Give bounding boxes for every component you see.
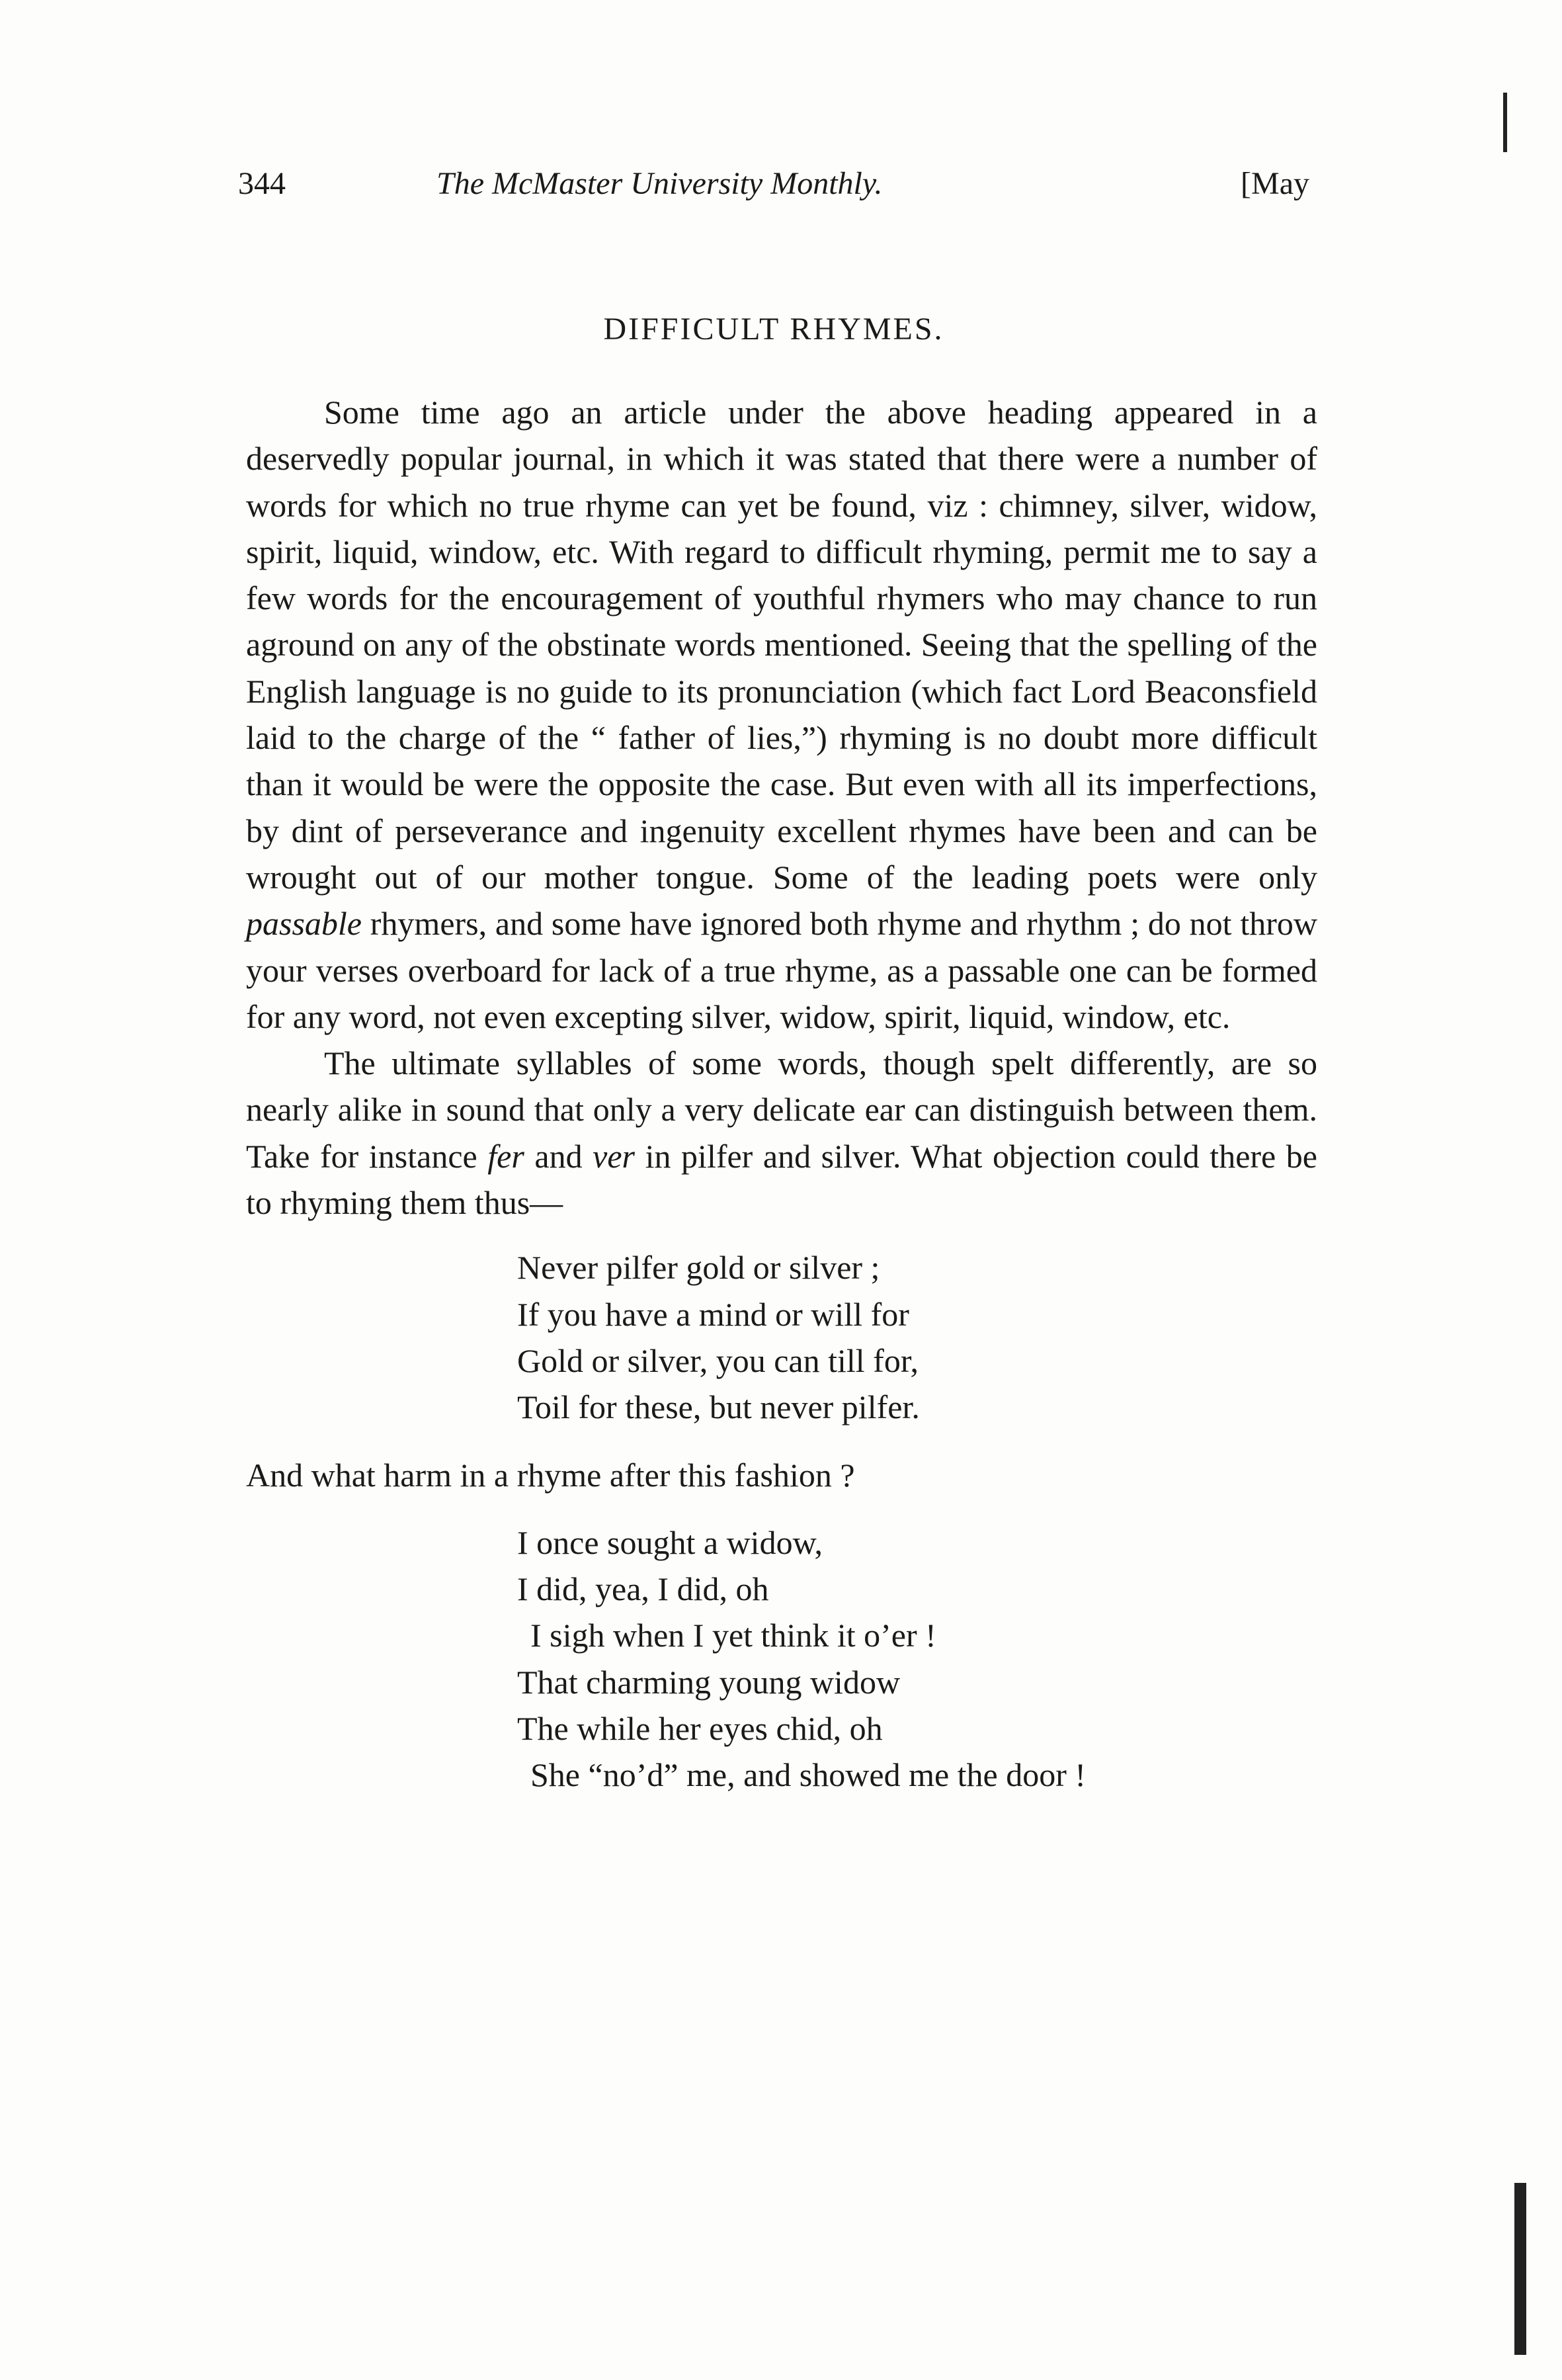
verse-1-line: Gold or silver, you can till for,	[517, 1341, 919, 1379]
verse-2-line: I sigh when I yet think it o’er !	[530, 1617, 936, 1654]
verse-2	[246, 1519, 1317, 1799]
paragraph-2	[246, 1040, 1317, 1226]
verse-1-line: Toil for these, but never pilfer.	[517, 1388, 920, 1426]
verse-2-line: I once sought a widow,	[517, 1523, 823, 1561]
paragraph-1-text-b: rhymers, and some have ignored both rhyme and rhythm ; do not throw your verses overboard for lack of a true rhyme, as a passable one can be formed for any word, not even excepting silver, widow, spirit, liquid, window, etc.	[246, 905, 1317, 1035]
verse-2-line: I did, yea, I did, oh	[517, 1570, 769, 1608]
paragraph-2-text-c: in pilfer and silver. What objection could there be to rhyming them thus—	[246, 1137, 1317, 1222]
article-body	[246, 389, 1317, 1799]
paragraph-1-text-a: Some time ago an article under the above heading appeared in a deservedly popular journal, in which it was stated that there were a number of words for which no true rhyme can yet be found, viz : chimney, silver, widow, spirit, liquid, window, etc. With regard to difficult rhyming, permit me to say a few words for the encouragement of youthful rhymers who may chance to run aground on any of the obstinate words mentioned. Seeing that the spelling of the English language is no guide to its pronunciation (which fact Lord Beaconsfield laid to the charge of the “ father of lies,”) rhyming is no doubt more difficult than it would be were the opposite the case. But even with all its imperfections, by dint of perseverance and ingenuity excellent rhymes have been and can be wrought out of our mother tongue. Some of the leading poets were only	[246, 394, 1317, 896]
verse-2-line: That charming young widow	[517, 1663, 901, 1701]
verse-1-line: Never pilfer gold or silver ;	[517, 1249, 880, 1287]
paragraph-2-text-a: The ultimate syllables of some words, though spelt differently, are so nearly alike in sound that only a very delicate ear can distinguish between them. Take for instance	[246, 1044, 1317, 1175]
paragraph-2-emphasis-1: fer	[487, 1137, 524, 1175]
paragraph-1	[246, 389, 1317, 1040]
verse-2-line: The while her eyes chid, oh	[517, 1710, 883, 1748]
page-number: 344	[238, 166, 286, 201]
verse-1	[246, 1244, 1317, 1430]
paragraph-2-text-b: and	[524, 1137, 593, 1175]
paragraph-1-emphasis: passable	[246, 905, 362, 943]
issue-month: [May	[1241, 166, 1309, 201]
running-header	[238, 165, 1309, 218]
verse-1-line: If you have a mind or will for	[517, 1295, 909, 1333]
journal-title: The McMaster University Monthly.	[436, 166, 883, 201]
scan-edge-mark	[1514, 2183, 1526, 2355]
article-title: DIFFICULT RHYMES.	[603, 312, 944, 347]
verse-2-line: She “no’d” me, and showed me the door !	[530, 1756, 1087, 1794]
scan-edge-mark	[1503, 93, 1507, 152]
paragraph-3: And what harm in a rhyme after this fashion ?	[246, 1456, 855, 1494]
paragraph-2-emphasis-2: ver	[593, 1137, 636, 1175]
